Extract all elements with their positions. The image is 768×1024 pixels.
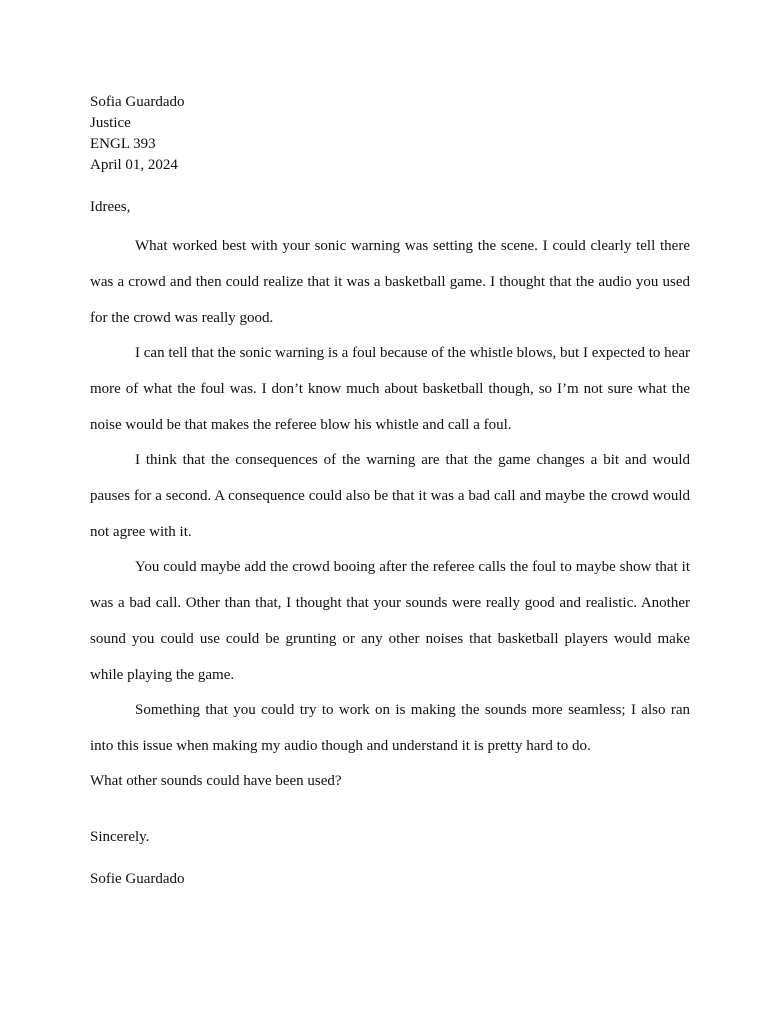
letter-header <box>90 92 692 176</box>
body-paragraph-1: What worked best with your sonic warning was setting the scene. I could clearly tell there was a crowd and then could realize that it was a basketball game. I thought that the audio you used for the crowd was really good. <box>90 238 690 326</box>
signature: Sofie Guardado <box>90 871 185 887</box>
body-paragraph-4: You could maybe add the crowd booing after the referee calls the foul to maybe show that it was a bad call. Other than that, I thought that your sounds were really good and realistic. Another sound you could use could be grunting or any other noises that basketball players would make while playing the game. <box>90 559 690 683</box>
letter-date: April 01, 2024 <box>90 157 178 173</box>
body-paragraph-3: I think that the consequences of the warning are that the game changes a bit and would pauses for a second. A consequence could also be that it was a bad call and maybe the crowd would not agree with it. <box>90 452 690 540</box>
body-paragraph-2: I can tell that the sonic warning is a foul because of the whistle blows, but I expected to hear more of what the foul was. I don’t know much about basketball though, so I’m not sure what the noise would be that makes the referee blow his whistle and call a foul. <box>90 345 690 433</box>
instructor-name: Justice <box>90 115 131 131</box>
author-name: Sofia Guardado <box>90 94 185 110</box>
body-paragraph-5: Something that you could try to work on is making the sounds more seamless; I also ran into this issue when making my audio though and understand it is pretty hard to do. <box>90 702 690 754</box>
closing-question: What other sounds could have been used? <box>90 773 342 789</box>
salutation: Idrees, <box>90 199 131 215</box>
course-code: ENGL 393 <box>90 136 156 152</box>
closing: Sincerely. <box>90 829 150 845</box>
